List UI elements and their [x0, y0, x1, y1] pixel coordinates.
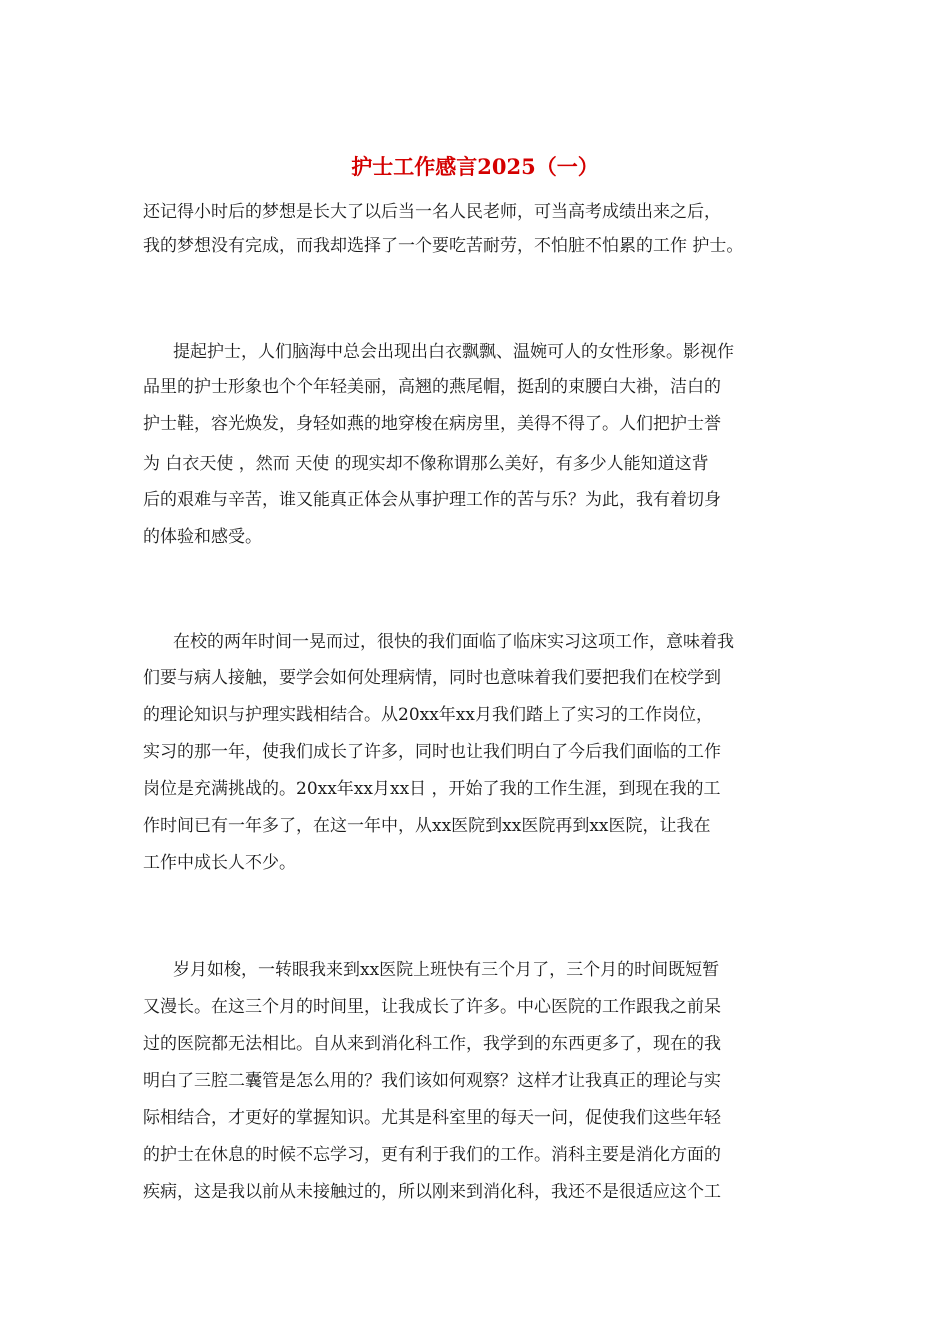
paragraph-line: 品里的护士形象也个个年轻美丽，高翘的燕尾帽，挺刮的束腰白大褂，洁白的 [143, 377, 721, 397]
paragraph-line: 还记得小时后的梦想是长大了以后当一名人民老师，可当高考成绩出来之后， [143, 202, 721, 222]
paragraph-line: 后的艰难与辛苦，谁又能真正体会从事护理工作的苦与乐？为此，我有着切身 [143, 490, 721, 510]
paragraph-line: 岗位是充满挑战的。20xx年xx月xx日 ，开始了我的工作生涯，到现在我的工 [143, 779, 721, 799]
paragraph-line: 我的梦想没有完成，而我却选择了一个要吃苦耐劳，不怕脏不怕累的工作 护士。 [143, 236, 744, 256]
paragraph-line: 又漫长。在这三个月的时间里，让我成长了许多。中心医院的工作跟我之前呆 [143, 997, 721, 1017]
paragraph-line: 工作中成长人不少。 [143, 853, 296, 873]
paragraph-line: 们要与病人接触，要学会如何处理病情，同时也意味着我们要把我们在校学到 [143, 668, 721, 688]
paragraph-line: 明白了三腔二囊管是怎么用的？我们该如何观察？这样才让我真正的理论与实 [143, 1071, 721, 1091]
paragraph-line: 岁月如梭，一转眼我来到xx医院上班快有三个月了，三个月的时间既短暂 [173, 960, 720, 980]
paragraph-line: 实习的那一年，使我们成长了许多，同时也让我们明白了今后我们面临的工作 [143, 742, 721, 762]
paragraph-line: 在校的两年时间一晃而过，很快的我们面临了临床实习这项工作，意味着我 [173, 632, 734, 652]
paragraph-line: 疾病，这是我以前从未接触过的，所以刚来到消化科，我还不是很适应这个工 [143, 1182, 721, 1202]
paragraph-line: 际相结合，才更好的掌握知识。尤其是科室里的每天一问，促使我们这些年轻 [143, 1108, 721, 1128]
paragraph-line: 作时间已有一年多了，在这一年中，从xx医院到xx医院再到xx医院，让我在 [143, 816, 711, 836]
paragraph-line: 为 白衣天使 ，然而 天使 的现实却不像称谓那么美好，有多少人能知道这背 [143, 454, 709, 474]
paragraph-line: 的护士在休息的时候不忘学习，更有利于我们的工作。消科主要是消化方面的 [143, 1145, 721, 1165]
paragraph-line: 护士鞋，容光焕发，身轻如燕的地穿梭在病房里，美得不得了。人们把护士誉 [143, 414, 721, 434]
paragraph-line: 的理论知识与护理实践相结合。从20xx年xx月我们踏上了实习的工作岗位， [143, 705, 713, 725]
document-title: 护士工作感言2025（一） [351, 154, 599, 179]
paragraph-line: 过的医院都无法相比。自从来到消化科工作，我学到的东西更多了，现在的我 [143, 1034, 721, 1054]
paragraph-line: 的体验和感受。 [143, 527, 262, 547]
paragraph-line: 提起护士，人们脑海中总会出现出白衣飘飘、温婉可人的女性形象。影视作 [173, 342, 734, 362]
